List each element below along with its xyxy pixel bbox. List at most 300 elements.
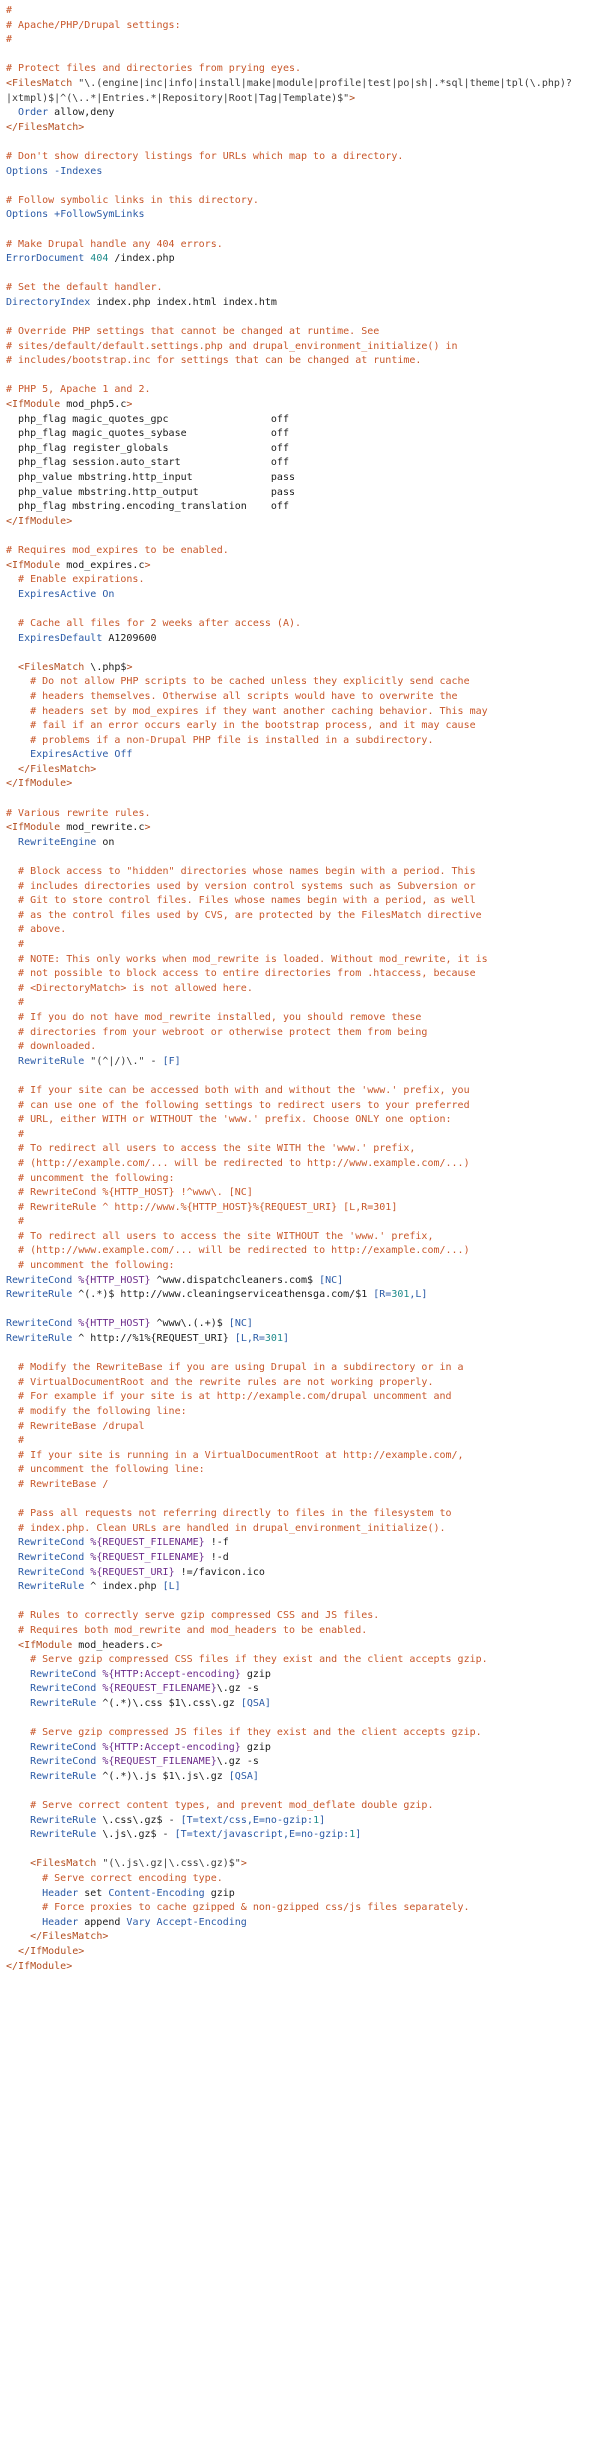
code-token: %{HTTP_HOST}	[72, 1274, 151, 1286]
code-token: </IfModule>	[6, 515, 73, 527]
code-line	[6, 690, 600, 705]
code-token: # index.php. Clean URLs are handled in drupal_environment_initialize().	[18, 1522, 446, 1534]
code-token: #	[6, 34, 13, 46]
code-token: <FilesMatch	[18, 661, 85, 673]
code-token: # RewriteBase /	[18, 1478, 109, 1490]
code-token: # fail if an error occurs early in the bootstrap process, and it may cause	[30, 720, 476, 732]
indent	[6, 1742, 30, 1753]
indent	[6, 1377, 18, 1388]
code-line	[6, 1741, 600, 1756]
code-line	[6, 4, 600, 19]
code-line	[6, 1814, 600, 1829]
code-token: # Modify the RewriteBase if you are using Drupal in a subdirectory or in a	[18, 1362, 464, 1374]
indent	[6, 1391, 18, 1402]
code-token: # Force proxies to cache gzipped & non-gzipped css/js files separately.	[42, 1902, 470, 1914]
indent	[6, 866, 18, 877]
indent	[6, 1085, 18, 1096]
indent	[6, 1114, 18, 1125]
code-token: </FilesMatch>	[18, 763, 97, 775]
code-token: Off	[108, 749, 133, 761]
code-token: # Git to store control files. Files whose names begin with a period, as well	[18, 895, 476, 907]
code-line	[6, 1682, 600, 1697]
code-line	[6, 1157, 600, 1172]
code-token: ^ http://%1%{REQUEST_URI}	[72, 1333, 235, 1345]
code-token: # Various rewrite rules.	[6, 807, 151, 819]
code-line	[6, 1536, 600, 1551]
code-line	[6, 953, 600, 968]
indent	[6, 1902, 42, 1913]
code-token: RewriteCond	[30, 1741, 97, 1753]
indent	[6, 662, 18, 673]
code-line	[6, 1040, 600, 1055]
code-token: ExpiresActive	[18, 588, 97, 600]
code-token: # If your site can be accessed both with and without the 'www.' prefix, you	[18, 1084, 470, 1096]
code-token: # <DirectoryMatch> is not allowed here.	[18, 982, 253, 994]
code-token: RewriteCond	[18, 1537, 85, 1549]
code-token: !=/favicon.ico	[174, 1566, 265, 1578]
code-token: Header	[42, 1887, 79, 1899]
code-line	[6, 369, 600, 384]
code-line	[6, 1449, 600, 1464]
code-token: # VirtualDocumentRoot and the rewrite rules are not working properly.	[18, 1376, 434, 1388]
code-token: RewriteRule	[30, 1814, 97, 1826]
code-token: allow,deny	[48, 107, 115, 119]
code-line	[6, 92, 600, 107]
indent	[6, 1158, 18, 1169]
code-token: ]	[282, 1333, 289, 1345]
indent	[6, 983, 18, 994]
code-token: RewriteCond	[6, 1274, 73, 1286]
code-line	[6, 544, 600, 559]
code-token: # headers set by mod_expires if they want another caching behavior. This may	[30, 705, 488, 717]
indent	[6, 574, 18, 585]
indent	[6, 968, 18, 979]
code-line	[6, 442, 600, 457]
code-line	[6, 1128, 600, 1143]
code-token: # as the control files used by CVS, are protected by the FilesMatch directive	[18, 909, 482, 921]
code-line	[6, 705, 600, 720]
indent	[6, 1829, 30, 1840]
code-token: ^(.*)\.css $1\.css\.gz	[96, 1697, 241, 1709]
code-line	[6, 1624, 600, 1639]
code-token: [F]	[162, 1055, 181, 1067]
code-token: #	[18, 997, 25, 1009]
code-token: # (http://www.example.com/... will be redirected to http://example.com/...)	[18, 1245, 470, 1257]
code-line	[6, 1755, 600, 1770]
indent	[6, 1012, 18, 1023]
code-token: Vary Accept-Encoding	[126, 1916, 247, 1928]
code-token: php_flag register_globals off	[18, 442, 289, 454]
indent	[6, 1464, 18, 1475]
code-line	[6, 1420, 600, 1435]
code-token: <FilesMatch	[30, 1858, 97, 1870]
code-line	[6, 1069, 600, 1084]
code-token: RewriteRule	[30, 1770, 97, 1782]
code-line	[6, 1566, 600, 1581]
indent	[6, 1260, 18, 1271]
code-line	[6, 106, 600, 121]
code-token: # uncomment the following:	[18, 1172, 175, 1184]
code-token: A1209600	[102, 632, 157, 644]
code-token: # includes/bootstrap.inc for settings that can be changed at runtime.	[6, 355, 422, 367]
indent	[6, 1917, 42, 1928]
code-token: !-f	[204, 1537, 229, 1549]
code-line	[6, 1434, 600, 1449]
code-token: <FilesMatch	[6, 77, 79, 89]
code-line	[6, 1595, 600, 1610]
code-line	[6, 1493, 600, 1508]
code-token: "(^|/)\."	[84, 1055, 145, 1067]
code-token: <IfModule	[6, 822, 61, 834]
code-line	[6, 456, 600, 471]
code-line	[6, 894, 600, 909]
code-token: \.gz -s	[216, 1756, 259, 1768]
code-token: # PHP 5, Apache 1 and 2.	[6, 384, 151, 396]
code-line	[6, 777, 600, 792]
code-line	[6, 500, 600, 515]
code-token: Content-Encoding	[108, 1887, 205, 1899]
indent	[6, 764, 18, 775]
code-token: append	[78, 1916, 127, 1928]
code-line	[6, 1317, 600, 1332]
code-line	[6, 165, 600, 180]
code-line	[6, 194, 600, 209]
code-line	[6, 748, 600, 763]
code-token: RewriteRule	[6, 1289, 73, 1301]
code-token: +FollowSymLinks	[48, 209, 145, 221]
code-token: RewriteEngine	[18, 836, 97, 848]
code-token: php_flag magic_quotes_sybase off	[18, 428, 289, 440]
code-line	[6, 296, 600, 311]
code-line	[6, 661, 600, 676]
indent	[6, 1888, 42, 1899]
code-token: set	[78, 1887, 109, 1899]
indent	[6, 1450, 18, 1461]
code-token: ^www\.(.+)$	[150, 1318, 229, 1330]
code-line	[6, 121, 600, 136]
code-token: # Protect files and directories from prying eyes.	[6, 63, 302, 75]
code-token: %{HTTP:Accept-encoding}	[96, 1741, 241, 1753]
code-token: # Do not allow PHP scripts to be cached unless they explicitly send cache	[30, 676, 470, 688]
code-token: # To redirect all users to access the site WITH the 'www.' prefix,	[18, 1143, 416, 1155]
code-token: # problems if a non-Drupal PHP file is installed in a subdirectory.	[30, 734, 434, 746]
code-line	[6, 1872, 600, 1887]
code-token: # Block access to "hidden" directories whose names begin with a period. This	[18, 866, 476, 878]
code-token: gzip	[240, 1668, 271, 1680]
code-token: "(\.js\.gz|\.css\.gz)$"	[96, 1858, 241, 1870]
code-line	[6, 1011, 600, 1026]
code-token: On	[96, 588, 115, 600]
indent	[6, 1567, 18, 1578]
code-token: # NOTE: This only works when mod_rewrite is loaded. Without mod_rewrite, it is	[18, 953, 488, 965]
code-line	[6, 1580, 600, 1595]
code-token: # modify the following line:	[18, 1406, 187, 1417]
code-token: [QSA]	[228, 1770, 259, 1782]
code-token: # If you do not have mod_rewrite installed, you should remove these	[18, 1011, 422, 1023]
indent	[6, 487, 18, 498]
code-line	[6, 208, 600, 223]
code-line	[6, 267, 600, 282]
code-token: [L]	[162, 1581, 181, 1593]
code-line	[6, 1099, 600, 1114]
code-line	[6, 617, 600, 632]
code-token: 1	[313, 1814, 320, 1826]
code-token: # Follow symbolic links in this directory.	[6, 194, 259, 206]
code-line	[6, 48, 600, 63]
indent	[6, 1640, 18, 1651]
code-token: </FilesMatch>	[6, 121, 85, 133]
indent	[6, 1406, 18, 1417]
code-token: ^www.dispatchcleaners.com$	[150, 1274, 320, 1286]
code-line	[6, 33, 600, 48]
indent	[6, 1129, 18, 1140]
code-line	[6, 62, 600, 77]
code-line	[6, 1201, 600, 1216]
code-token: -	[144, 1055, 163, 1067]
code-line	[6, 281, 600, 296]
code-line	[6, 1142, 600, 1157]
code-token: >	[144, 822, 151, 834]
code-token: </FilesMatch>	[30, 1931, 109, 1943]
indent	[6, 618, 18, 629]
code-token: # Serve gzip compressed CSS files if they exist and the client accepts gzip.	[30, 1654, 488, 1666]
code-line	[6, 1303, 600, 1318]
code-token: >	[240, 1858, 247, 1870]
code-token: # above.	[18, 924, 67, 936]
code-token: # Rules to correctly serve gzip compressed CSS and JS files.	[18, 1610, 380, 1622]
code-line	[6, 413, 600, 428]
code-line	[6, 1784, 600, 1799]
code-line	[6, 632, 600, 647]
code-line	[6, 1463, 600, 1478]
code-token: ]	[319, 1814, 326, 1826]
code-token: <IfModule	[6, 399, 61, 411]
indent	[6, 1041, 18, 1052]
code-line	[6, 1960, 600, 1975]
indent	[6, 1669, 30, 1680]
code-token: "\.(engine|inc|info|install|make|module|profile|test|po|sh|.*sql|theme|tpl(\.php)?	[78, 77, 572, 89]
indent	[6, 939, 18, 950]
code-token: <IfModule	[18, 1639, 73, 1651]
code-token: RewriteRule	[18, 1581, 85, 1593]
indent	[6, 676, 30, 687]
indent	[6, 1873, 42, 1884]
code-line	[6, 135, 600, 150]
indent	[6, 589, 18, 600]
code-token: </IfModule>	[6, 778, 73, 790]
code-line	[6, 325, 600, 340]
code-token: %{REQUEST_URI}	[84, 1566, 175, 1578]
code-token: php_flag mbstring.encoding_translation off	[18, 501, 289, 513]
code-line	[6, 1347, 600, 1362]
indent	[6, 1946, 18, 1957]
code-token: |xtmpl)$|^(\..*|Entries.*|Repository|Root|Tag|Template)$"	[6, 92, 350, 104]
code-token: ExpiresActive	[30, 749, 109, 761]
code-line	[6, 1332, 600, 1347]
indent	[6, 1625, 18, 1636]
code-token: # can use one of the following settings to redirect users to your preferred	[18, 1099, 470, 1111]
indent	[6, 1435, 18, 1446]
code-token: %{REQUEST_FILENAME}	[96, 1756, 217, 1768]
code-token: \.gz -s	[216, 1683, 259, 1695]
code-token: ExpiresDefault	[18, 632, 103, 644]
code-line	[6, 1230, 600, 1245]
code-token: RewriteRule	[30, 1697, 97, 1709]
code-token: RewriteRule	[6, 1333, 73, 1345]
indent	[6, 1683, 30, 1694]
code-token: -Indexes	[48, 165, 103, 177]
code-token: # Requires mod_expires to be enabled.	[6, 544, 229, 556]
code-token: # downloaded.	[18, 1041, 97, 1053]
code-line	[6, 850, 600, 865]
indent	[6, 895, 18, 906]
code-token: RewriteRule	[30, 1829, 97, 1841]
indent	[6, 1245, 18, 1256]
code-line	[6, 923, 600, 938]
code-token: gzip	[240, 1741, 271, 1753]
code-line	[6, 252, 600, 267]
code-token: [NC]	[228, 1318, 253, 1330]
code-line	[6, 734, 600, 749]
code-line	[6, 588, 600, 603]
code-token: # To redirect all users to access the site WITHOUT the 'www.' prefix,	[18, 1230, 434, 1242]
indent	[6, 1552, 18, 1563]
indent	[6, 924, 18, 935]
code-line	[6, 1507, 600, 1522]
indent	[6, 428, 18, 439]
code-token: php_value mbstring.http_output pass	[18, 486, 295, 498]
code-line	[6, 1259, 600, 1274]
indent	[6, 1173, 18, 1184]
code-token: [NC]	[319, 1274, 344, 1286]
code-token: ErrorDocument	[6, 253, 85, 265]
code-token: #	[18, 1435, 25, 1447]
code-line	[6, 909, 600, 924]
indent	[6, 1771, 30, 1782]
code-line	[6, 1945, 600, 1960]
code-token: /index.php	[108, 253, 175, 265]
indent	[6, 1610, 18, 1621]
code-token: >	[349, 92, 356, 104]
code-line	[6, 1376, 600, 1391]
code-token: on	[96, 836, 115, 848]
code-token: \.js\.gz$ -	[96, 1829, 175, 1841]
code-token: 301	[264, 1333, 283, 1345]
code-line	[6, 1522, 600, 1537]
code-line	[6, 1055, 600, 1070]
code-line	[6, 865, 600, 880]
indent	[6, 1100, 18, 1111]
code-token: </IfModule>	[18, 1945, 85, 1957]
indent	[6, 1756, 30, 1767]
indent	[6, 954, 18, 965]
code-token: # For example if your site is at http://example.com/drupal uncomment and	[18, 1391, 452, 1403]
code-line	[6, 1726, 600, 1741]
code-line	[6, 836, 600, 851]
code-token: # not possible to block access to entire directories from .htaccess, because	[18, 968, 476, 980]
code-token: #	[18, 1128, 25, 1140]
code-token: Header	[42, 1916, 79, 1928]
indent	[6, 1537, 18, 1548]
code-token: # Serve correct content types, and prevent mod_deflate double gzip.	[30, 1800, 434, 1812]
indent	[6, 457, 18, 468]
code-line	[6, 19, 600, 34]
code-line	[6, 1172, 600, 1187]
indent	[6, 107, 18, 118]
code-token: ,L]	[409, 1289, 428, 1301]
code-line	[6, 354, 600, 369]
code-token: ^(.*)$ http://www.cleaningserviceathensga.com/$1	[72, 1289, 374, 1301]
code-token: >	[144, 559, 151, 571]
code-line	[6, 821, 600, 836]
indent	[6, 837, 18, 848]
code-line	[6, 223, 600, 238]
code-token: >	[126, 399, 133, 411]
code-line	[6, 996, 600, 1011]
code-token: # RewriteCond %{HTTP_HOST} !^www\. [NC]	[18, 1187, 253, 1199]
indent	[6, 1479, 18, 1490]
code-line	[6, 1770, 600, 1785]
code-token: 1	[349, 1829, 356, 1841]
indent	[6, 997, 18, 1008]
indent	[6, 720, 30, 731]
code-token: [T=text/css,E=no-gzip:	[180, 1814, 314, 1826]
code-line	[6, 982, 600, 997]
indent	[6, 910, 18, 921]
indent	[6, 691, 30, 702]
code-token: gzip	[204, 1887, 235, 1899]
code-line	[6, 602, 600, 617]
indent	[6, 1027, 18, 1038]
code-line	[6, 559, 600, 574]
code-line	[6, 646, 600, 661]
code-line	[6, 1901, 600, 1916]
code-line	[6, 1215, 600, 1230]
code-token: Order	[18, 107, 49, 119]
indent	[6, 1931, 30, 1942]
code-line	[6, 763, 600, 778]
code-token: # Serve gzip compressed JS files if they exist and the client accepts gzip.	[30, 1727, 482, 1739]
code-token: ^ index.php	[84, 1581, 163, 1593]
code-token: RewriteCond	[6, 1318, 73, 1330]
code-line	[6, 1609, 600, 1624]
code-line	[6, 792, 600, 807]
code-token: <IfModule	[6, 559, 61, 571]
code-token: #	[18, 1216, 25, 1228]
code-line	[6, 515, 600, 530]
code-token: \.php$	[84, 661, 127, 673]
indent	[6, 1231, 18, 1242]
code-token: # uncomment the following line:	[18, 1464, 205, 1476]
code-token: RewriteCond	[18, 1551, 85, 1563]
code-token: # Requires both mod_rewrite and mod_headers to be enabled.	[18, 1624, 368, 1636]
code-line	[6, 1697, 600, 1712]
code-line	[6, 310, 600, 325]
indent	[6, 1421, 18, 1432]
code-line	[6, 1639, 600, 1654]
code-token: index.php index.html index.htm	[90, 296, 277, 308]
code-line	[6, 179, 600, 194]
code-token: Options	[6, 209, 49, 221]
code-token: 301	[391, 1289, 410, 1301]
indent	[6, 1202, 18, 1213]
code-line	[6, 1288, 600, 1303]
code-line	[6, 1478, 600, 1493]
code-line	[6, 77, 600, 92]
code-line	[6, 1887, 600, 1902]
code-line	[6, 486, 600, 501]
code-token: %{REQUEST_FILENAME}	[84, 1551, 205, 1563]
